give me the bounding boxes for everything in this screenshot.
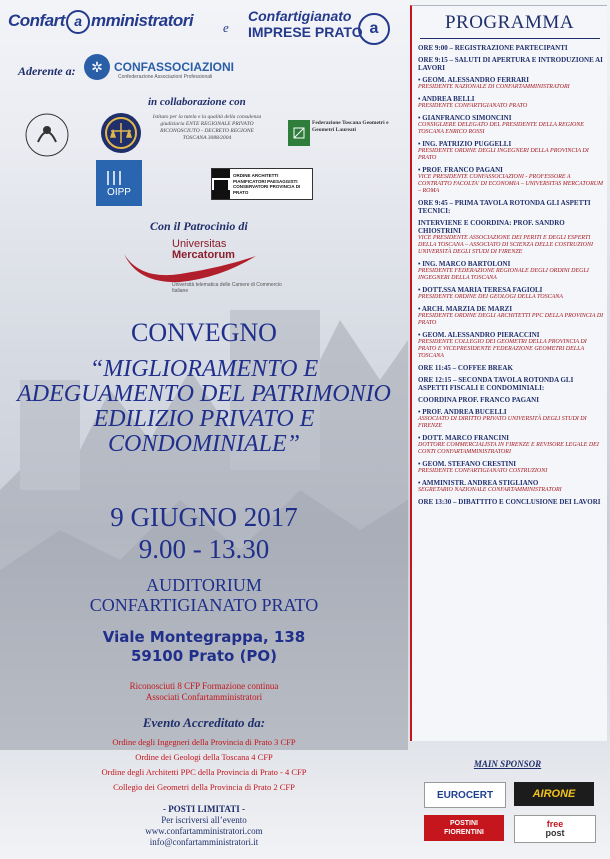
programma-item-title: ORE 9:00 – REGISTRAZIONE PARTECIPANTI: [418, 44, 568, 52]
programma-list: [418, 44, 604, 510]
programma-item: [418, 140, 604, 162]
at-icon: a: [66, 10, 90, 34]
programma-item-title: • GIANFRANCO SIMONCINI: [418, 114, 512, 122]
freepost-logo: free post: [514, 815, 596, 843]
website-link[interactable]: www.confartamministratori.com: [145, 826, 263, 836]
programma-item-title: ORE 11:45 – COFFEE BREAK: [418, 364, 513, 372]
programma-item-desc: PRESIDENTE ORDINE DEGLI INGEGNERI DELLA PROVINCIA DI PRATO: [418, 148, 589, 161]
event-date: 9 GIUGNO 2017: [110, 502, 298, 532]
eurocert-logo: EUROCERT: [424, 782, 506, 808]
divider: [420, 38, 600, 39]
programma-item: [418, 408, 604, 430]
cfp-recognition: Riconosciuti 8 CFP Formazione continua Associati Confartamministratori: [129, 681, 279, 702]
accreditation-item: Ordine dei Geologi della Toscana 4 CFP: [135, 752, 273, 762]
programma-item: [418, 166, 604, 195]
programma-item: [418, 364, 604, 372]
programma-item-desc: PRESIDENTE COLLEGIO DEI GEOMETRI DELLA PROVINCIA DI PRATO E VICEPRESIDENTE FEDERAZIONE GEOMETRI DELLA TOSCANA: [418, 339, 587, 359]
programma-item: [418, 260, 604, 282]
oipp-logo: OIPP: [96, 160, 142, 206]
architetti-icon: [212, 169, 230, 199]
programma-item-title: • GEOM. ALESSANDRO PIERACCINI: [418, 331, 540, 339]
confassociazioni-logo: ✲ CONFASSOCIAZIONI Confederazione Associazioni Professionali: [84, 54, 234, 80]
programma-item-title: • ARCH. MARZIA DE MARZI: [418, 305, 513, 313]
programma-item: [418, 219, 604, 256]
accreditation-item: Ordine degli Ingegneri della Provincia di Prato 3 CFP: [112, 737, 296, 747]
programma-item: [418, 286, 604, 301]
architetti-logo: ORDINE ARCHITETTI PIANIFICATORI PAESAGGISTI CONSERVATORI PROVINCIA DI PRATO: [211, 168, 313, 200]
programma-item: [418, 498, 604, 506]
postini-fiorentini-logo: POSTINI FIORENTINI: [424, 815, 504, 841]
programma-item-title: • DOTT.SSA MARIA TERESA FAGIOLI: [418, 286, 543, 294]
programma-item-desc: DOTTORE COMMERCIALISTA IN FIRENZE E REVISORE LEGALE DEI CONTI CONFARTAMMINISTRATORI: [418, 442, 599, 455]
event-type-heading: CONVEGNO: [131, 318, 277, 347]
programma-item-title: • GEOM. ALESSANDRO FERRARI: [418, 76, 529, 84]
programma-item-title: • ING. PATRIZIO PUGGELLI: [418, 140, 512, 148]
programma-item-title: ORE 9:15 – SALUTI DI APERTURA E INTRODUZIONE AI LAVORI: [418, 56, 603, 72]
scales-seal-icon: [98, 110, 144, 156]
programma-item-desc: PRESIDENTE CONFARTIGIANATO PRATO: [418, 103, 528, 109]
programma-item: [418, 95, 604, 110]
patrocinio-label: Con il Patrocinio di: [150, 219, 248, 233]
programma-item-title: • ANDREA BELLI: [418, 95, 475, 103]
programma-item-title: • DOTT. MARCO FRANCINI: [418, 434, 509, 442]
programma-item-title: COORDINA PROF. FRANCO PAGANI: [418, 396, 539, 404]
registration-info: - POSTI LIMITATI - Per iscriversi all’evento www.confartamministratori.com info@confartamministratori.it: [0, 804, 408, 848]
confartigianato-emblem-icon: a: [358, 13, 390, 45]
programma-item-title: • ING. MARCO BARTOLONI: [418, 260, 511, 268]
programma-title: PROGRAMMA: [444, 12, 575, 33]
programma-item: [418, 199, 604, 215]
confartamministratori-logo: Confart a mministratori: [8, 10, 193, 34]
programma-item-desc: PRESIDENTE NAZIONALE DI CONFARTAMMINISTRATORI: [418, 84, 570, 90]
programma-item-desc: PRESIDENTE ORDINE DEGLI ARCHITETTI PPC DELLA PROVINCIA DI PRATO: [418, 313, 604, 326]
periti-seal-icon: [22, 112, 72, 158]
programma-item: [418, 331, 604, 360]
istituto-text: Istituto per la tutela e la qualità della consulenza giudiziaria ENTE REGIONALE PRIVATO RICONOSCIUTO - DECRETO REGIONE TOSCANA 3088/2004: [152, 114, 262, 141]
accreditation-item: Ordine degli Architetti PPC della Provincia di Prato - 4 CFP: [101, 767, 307, 777]
collaboration-label: in collaborazione con: [148, 96, 246, 108]
programma-item: [418, 434, 604, 456]
programma-item-title: INTERVIENE E COORDINA: PROF. SANDRO CHIOSTRINI: [418, 219, 565, 235]
programma-item: [418, 305, 604, 327]
programma-item-title: • GEOM. STEFANO CRESTINI: [418, 460, 517, 468]
universitas-mercatorum-logo: Universitas Mercatorum Università telematica delle Camere di Commercio Italiane: [120, 238, 290, 298]
programma-item-desc: VICE PRESIDENTE CONFASSOCIAZIONI - PROFESSORE A CONTRATTO FACOLTA' DI ECONOMIA – UNIVERSITAS MERCATORUM – ROMA: [418, 174, 604, 194]
programma-item: [418, 76, 604, 91]
programma-item: [418, 396, 604, 404]
programma-item: [418, 479, 604, 494]
sponsor-heading: MAIN SPONSOR: [473, 759, 542, 769]
rubble-background-image: [0, 230, 408, 750]
programma-item-desc: CONSIGLIERE DELEGATO DEL PRESIDENTE DELLA REGIONE TOSCANA ENRICO ROSSI: [418, 122, 584, 135]
programma-item: [418, 44, 604, 52]
event-title: “MIGLIORAMENTO E ADEGUAMENTO DEL PATRIMONIO EDILIZIO PRIVATO E CONDOMINIALE”: [17, 356, 391, 457]
programma-item-desc: VICE PRESIDENTE ASSOCIAZIONE DEI PERITI E DEGLI ESPERTI DELLA TOSCANA – ASSOCIATO DI SCIENZA DELLE COSTRUZIONI UNIVERSITÀ DEGLI STUDI DI FIRENZE: [418, 235, 593, 255]
geometri-text: Federazione Toscana Geometri e Geometri Laureati: [312, 120, 389, 133]
aderente-label: Aderente a:: [18, 64, 76, 78]
confassociazioni-icon: ✲: [84, 54, 110, 80]
programma-item: [418, 376, 604, 392]
programma-item-title: • PROF. ANDREA BUCELLI: [418, 408, 507, 416]
programma-item-title: ORE 13:30 – DIBATTITO E CONCLUSIONE DEI LAVORI: [418, 498, 601, 506]
event-time: 9.00 - 13.30: [138, 534, 270, 564]
programma-item-desc: ASSOCIATO DI DIRITTO PRIVATO UNIVERSITÀ DEGLI STUDI DI FIRENZE: [418, 416, 587, 429]
programma-panel: [410, 5, 607, 741]
programma-item-title: • PROF. FRANCO PAGANI: [418, 166, 503, 174]
confartigianato-logo: Confartigianato IMPRESE PRATO: [248, 8, 363, 40]
programma-item: [418, 56, 604, 72]
programma-item-desc: PRESIDENTE ORDINE DEI GEOLOGI DELLA TOSCANA: [418, 294, 563, 300]
programma-item-title: ORE 12:15 – SECONDA TAVOLA ROTONDA GLI ASPETTI FISCALI E CONDOMINIALI:: [418, 376, 574, 392]
programma-item: [418, 460, 604, 475]
address: Viale Montegrappa, 138 59100 Prato (PO): [102, 628, 306, 665]
accreditation-list: [0, 735, 408, 795]
geometri-logo-icon: [288, 120, 310, 146]
programma-item-desc: SEGRETARIO NAZIONALE CONFARTAMMINISTRATORI: [418, 487, 562, 493]
and-separator: e: [223, 20, 229, 35]
programma-item: [418, 114, 604, 136]
programma-item-desc: PRESIDENTE CONFARTIGIANATO COSTRUZIONI: [418, 468, 548, 474]
programma-item-desc: PRESIDENTE FEDERAZIONE REGIONALE DEGLI ORDINI DEGLI INGEGNERI DELLA TOSCANA: [418, 268, 589, 281]
email-link[interactable]: info@confartamministratori.it: [149, 837, 259, 847]
venue: AUDITORIUM CONFARTIGIANATO PRATO: [89, 575, 319, 615]
airone-logo: AIRONE: [514, 782, 594, 806]
accreditation-heading: Evento Accreditato da:: [142, 715, 266, 730]
accreditation-item: Collegio dei Geometri della Provincia di Prato 2 CFP: [113, 782, 295, 792]
programma-item-title: ORE 9:45 – PRIMA TAVOLA ROTONDA GLI ASPETTI TECNICI:: [418, 199, 591, 215]
programma-item-title: • AMMINISTR. ANDREA STIGLIANO: [418, 479, 539, 487]
